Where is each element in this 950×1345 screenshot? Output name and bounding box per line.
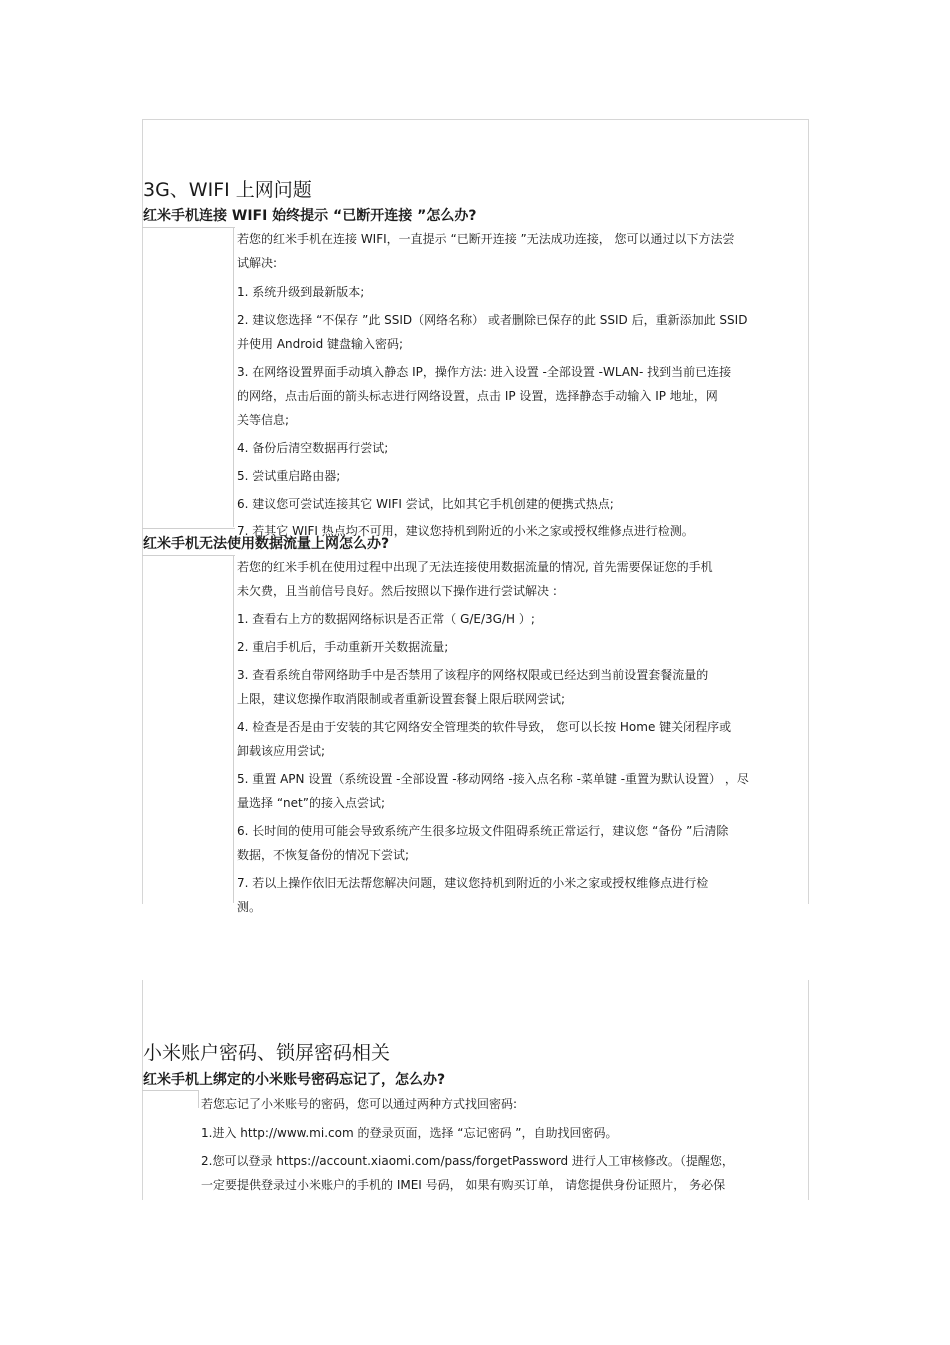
- answer-line: 7. 若其它 WIFI 热点均不可用，建议您持机到附近的小米之家或授权维修点进行检测。: [237, 524, 694, 538]
- answer-line: 量选择 “net”的接入点尝试;: [237, 796, 385, 810]
- answer-left-border: [233, 555, 234, 903]
- answer-line: 5. 重置 APN 设置（系统设置 -全部设置 -移动网络 -接入点名称 -菜单键 -重置为默认设置） ，尽: [237, 772, 749, 786]
- question-divider: [142, 528, 235, 529]
- answer-line: 7. 若以上操作依旧无法帮您解决问题，建议您持机到附近的小米之家或授权维修点进行检: [237, 876, 709, 890]
- answer-line: 5. 尝试重启路由器;: [237, 469, 341, 483]
- answer-line: 未欠费，且当前信号良好。然后按照以下操作进行尝试解决 :: [237, 584, 557, 598]
- answer-line: 1. 查看右上方的数据网络标识是否正常（ G/E/3G/H ）;: [237, 612, 535, 626]
- answer-wifi-disconnect: [237, 230, 805, 539]
- question-forgot-password: 红米手机上绑定的小米账号密码忘记了，怎么办?: [143, 1072, 446, 1088]
- answer-line: 若您的红米手机在使用过程中出现了无法连接使用数据流量的情况, 首先需要保证您的手机: [237, 560, 713, 574]
- answer-line: 若您忘记了小米账号的密码，您可以通过两种方式找回密码:: [201, 1097, 518, 1111]
- answer-left-border: [233, 227, 234, 527]
- answer-line: 并使用 Android 键盘输入密码;: [237, 337, 404, 351]
- question-underline: [142, 227, 235, 228]
- answer-line: 6. 长时间的使用可能会导致系统产生很多垃圾文件阻碍系统正常运行，建议您 “备份 ”后清除: [237, 824, 729, 838]
- answer-line: 3. 查看系统自带网络助手中是否禁用了该程序的网络权限或已经达到当前设置套餐流量的: [237, 668, 709, 682]
- question-mobile-data: 红米手机无法使用数据流量上网怎么办?: [143, 536, 390, 552]
- answer-mobile-data: [237, 558, 805, 915]
- answer-forgot-password: [201, 1095, 805, 1193]
- answer-line: 2. 重启手机后，手动重新开关数据流量;: [237, 640, 449, 654]
- question-wifi-disconnect: 红米手机连接 WIFI 始终提示 “已断开连接 ”怎么办?: [143, 208, 477, 224]
- section-title-network: 3G、WIFI 上网问题: [143, 179, 312, 201]
- answer-line: 若您的红米手机在连接 WIFI，一直提示 “已断开连接 ”无法成功连接， 您可以通过以下方法尝: [237, 232, 735, 246]
- answer-line: 3. 在网络设置界面手动填入静态 IP，操作方法: 进入设置 -全部设置 -WLAN- 找到当前已连接: [237, 365, 732, 379]
- answer-line: 6. 建议您可尝试连接其它 WIFI 尝试，比如其它手机创建的便携式热点;: [237, 497, 614, 511]
- answer-line: 1. 系统升级到最新版本;: [237, 285, 365, 299]
- answer-line: 2. 建议您选择 “不保存 ”此 SSID（网络名称） 或者删除已保存的此 SSID 后，重新添加此 SSID: [237, 313, 748, 327]
- answer-line: 测。: [237, 900, 262, 914]
- answer-left-border: [198, 1090, 199, 1108]
- answer-line: 数据，不恢复备份的情况下尝试;: [237, 848, 410, 862]
- answer-line: 的网络，点击后面的箭头标志进行网络设置，点击 IP 设置，选择静态手动输入 IP 地址，网: [237, 389, 718, 403]
- answer-line: 关等信息;: [237, 413, 290, 427]
- question-underline: [142, 555, 235, 556]
- answer-line: 2.您可以登录 https://account.xiaomi.com/pass/forgetPassword 进行人工审核修改。（提醒您，: [201, 1154, 734, 1168]
- answer-line: 1.进入 http://www.mi.com 的登录页面，选择 “忘记密码 ”，自助找回密码。: [201, 1126, 618, 1140]
- answer-line: 试解决:: [237, 256, 278, 270]
- answer-line: 卸载该应用尝试;: [237, 744, 326, 758]
- answer-line: 4. 检查是否是由于安装的其它网络安全管理类的软件导致， 您可以长按 Home 键关闭程序或: [237, 720, 732, 734]
- section-title-account: 小米账户密码、锁屏密码相关: [143, 1042, 391, 1064]
- answer-line: 上限，建议您操作取消限制或者重新设置套餐上限后联网尝试;: [237, 692, 566, 706]
- question-underline: [142, 1090, 198, 1091]
- answer-line: 4. 备份后清空数据再行尝试;: [237, 441, 389, 455]
- answer-line: 一定要提供登录过小米账户的手机的 IMEI 号码， 如果有购买订单， 请您提供身份证照片， 务必保: [201, 1178, 726, 1192]
